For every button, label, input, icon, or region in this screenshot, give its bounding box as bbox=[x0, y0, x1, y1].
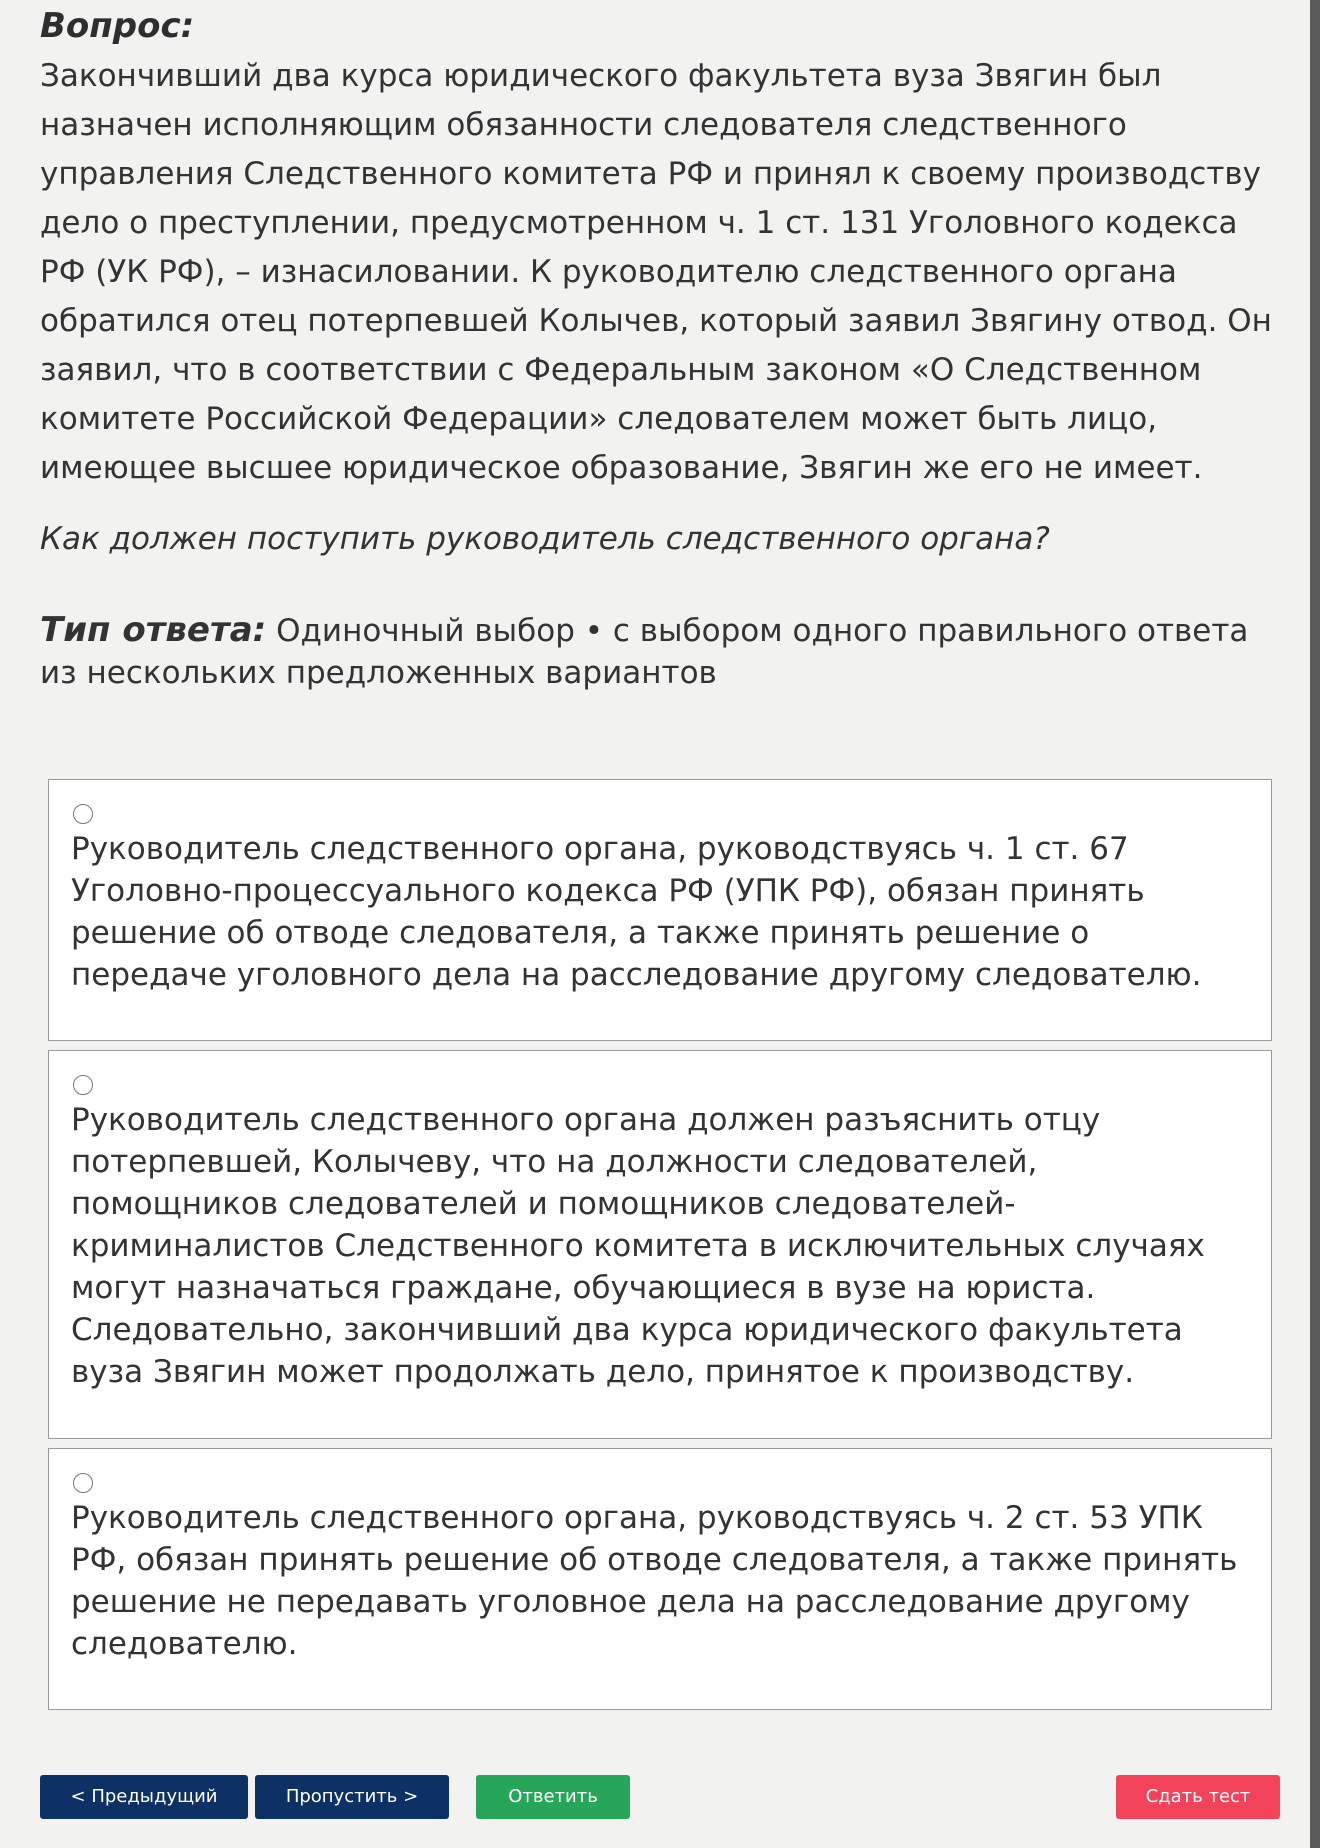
action-bar bbox=[0, 1775, 1320, 1819]
answer-option-text: Руководитель следственного органа, руководствуясь ч. 2 ст. 53 УПК РФ, обязан принять решение об отводе следователя, а также принять решение не передавать уголовное дела на расследование другому следователю. bbox=[71, 1500, 1238, 1662]
answer-type bbox=[40, 609, 1285, 694]
previous-button[interactable]: < Предыдущий bbox=[40, 1775, 248, 1819]
radio-button-1[interactable] bbox=[73, 804, 93, 824]
answer-type-label: Тип ответа: bbox=[40, 610, 267, 650]
answer-options bbox=[48, 779, 1272, 1719]
answer-button[interactable]: Ответить bbox=[476, 1775, 630, 1819]
skip-button[interactable]: Пропустить > bbox=[255, 1775, 449, 1819]
answer-option-1[interactable] bbox=[48, 779, 1272, 1041]
radio-button-3[interactable] bbox=[73, 1473, 93, 1493]
question-block bbox=[40, 0, 1285, 694]
answer-option-3[interactable] bbox=[48, 1448, 1272, 1710]
answer-type-value: Одиночный выбор • с выбором одного правильного ответа из нескольких предложенных вариантов bbox=[40, 613, 1249, 691]
scrollbar[interactable] bbox=[1310, 0, 1320, 1848]
answer-option-text: Руководитель следственного органа, руководствуясь ч. 1 ст. 67 Уголовно-процессуального кодекса РФ (УПК РФ), обязан принять решение об отводе следователя, а также принять решение о передаче уголовного дела на расследование другому следователю. bbox=[71, 831, 1202, 993]
question-text: Закончивший два курса юридического факультета вуза Звягин был назначен исполняющим обязанности следователя следственного управления Следственного комитета РФ и принял к своему производству дело о преступлении, предусмотренном ч. 1 ст. 131 Уголовного кодекса РФ (УК РФ), – изнасиловании. К руководителю следственного органа обратился отец потерпевшей Колычев, который заявил Звягину отвод. Он заявил, что в соответствии с Федеральным законом «О Следственном комитете Российской Федерации» следователем может быть лицо, имеющее высшее юридическое образование, Звягин же его не имеет. bbox=[40, 58, 1272, 486]
finish-test-button[interactable]: Сдать тест bbox=[1116, 1775, 1280, 1819]
answer-option-2[interactable] bbox=[48, 1050, 1272, 1439]
radio-button-2[interactable] bbox=[73, 1075, 93, 1095]
question-heading: Вопрос: bbox=[40, 6, 195, 46]
answer-option-text: Руководитель следственного органа должен разъяснить отцу потерпевшей, Колычеву, что на должности следователей, помощников следователей и помощников следователей-криминалистов Следственного комитета в исключительных случаях могут назначаться граждане, обучающиеся в вузе на юриста. Следовательно, закончивший два курса юридического факультета вуза Звягин может продолжать дело, принятое к производству. bbox=[71, 1102, 1205, 1390]
question-prompt: Как должен поступить руководитель следственного органа? bbox=[40, 521, 1050, 557]
